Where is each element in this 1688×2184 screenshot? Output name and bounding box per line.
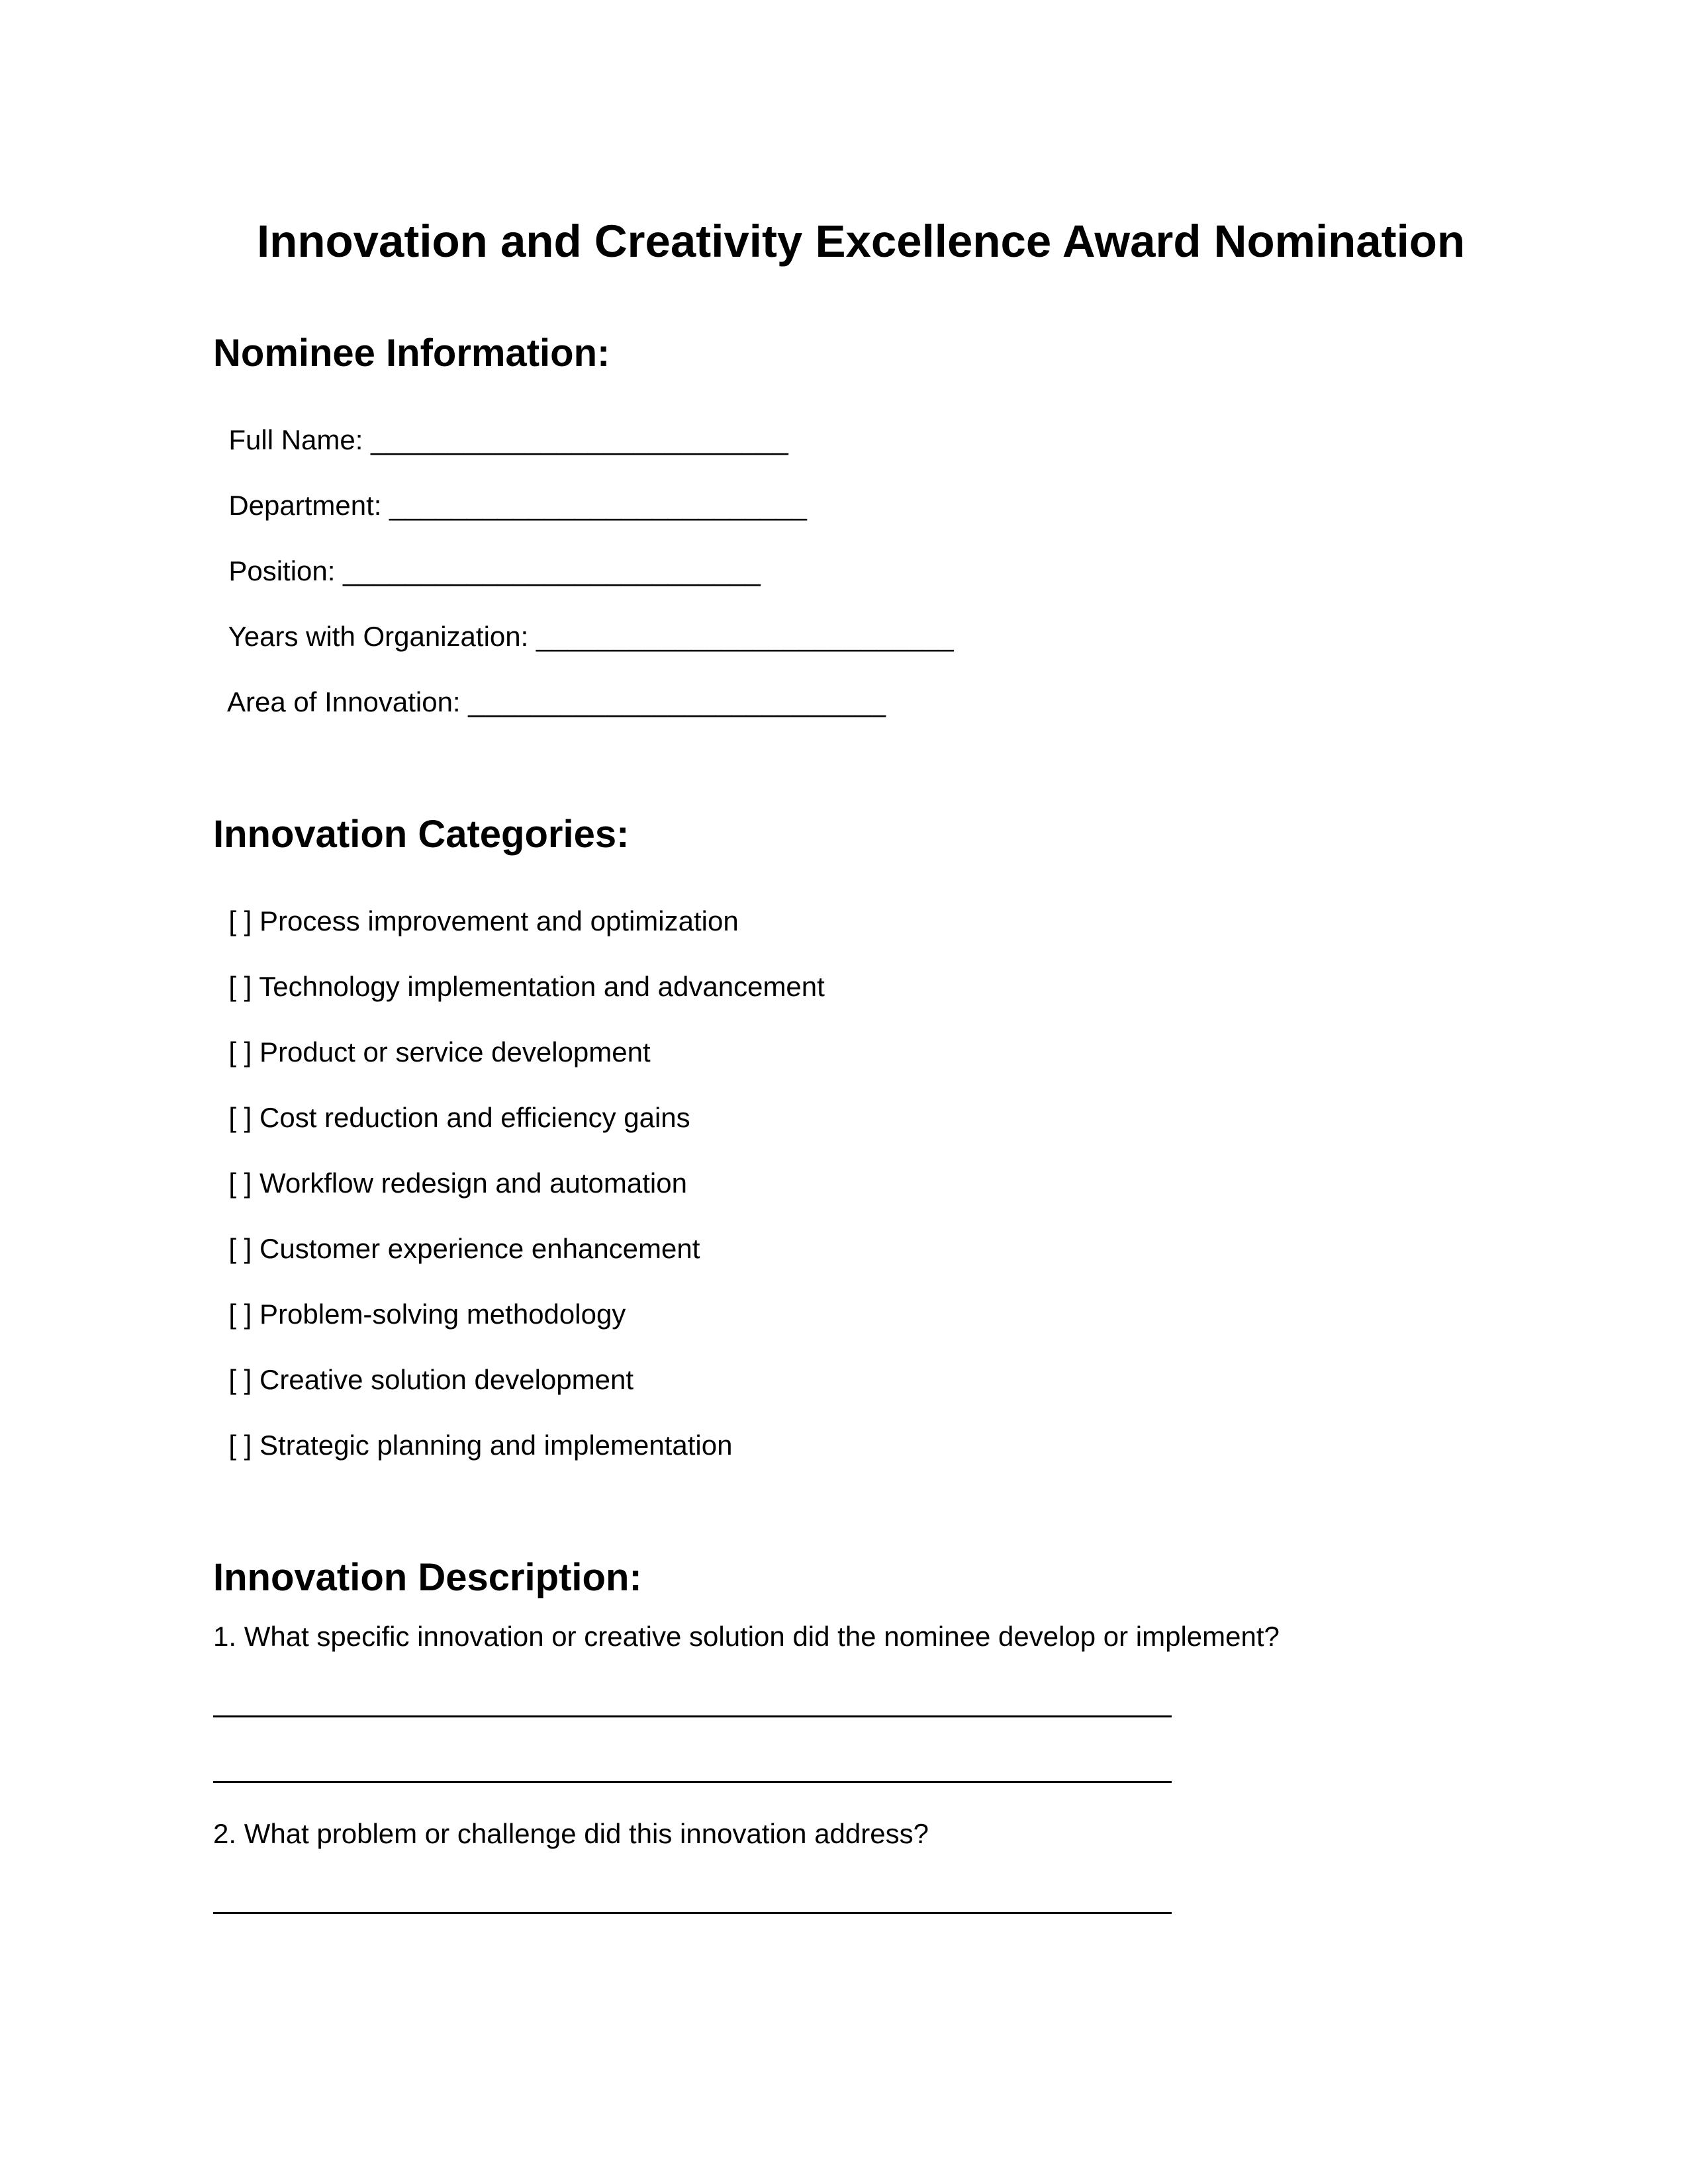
area-field[interactable] — [213, 660, 886, 716]
category-label: Technology implementation and advancement — [259, 971, 825, 1002]
position-field[interactable] — [213, 529, 761, 585]
category-label: Problem-solving methodology — [259, 1298, 626, 1330]
checkbox[interactable]: [ ] — [228, 1364, 252, 1395]
checkbox[interactable]: [ ] — [228, 1036, 252, 1068]
category-label: Creative solution development — [259, 1364, 634, 1395]
category-label: Customer experience enhancement — [259, 1233, 700, 1264]
checkbox[interactable]: [ ] — [228, 971, 252, 1002]
checkbox[interactable]: [ ] — [228, 1298, 252, 1330]
department-label: Department: — [228, 490, 382, 521]
category-item[interactable] — [213, 1338, 633, 1394]
full-name-blank[interactable]: ___________________________ — [371, 424, 788, 455]
checkbox[interactable]: [ ] — [228, 1102, 252, 1133]
department-blank[interactable]: ___________________________ — [389, 490, 807, 521]
category-item[interactable] — [213, 1404, 732, 1459]
full-name-field[interactable] — [213, 398, 788, 454]
years-field[interactable] — [213, 595, 954, 651]
position-blank[interactable]: ___________________________ — [343, 555, 761, 586]
area-blank[interactable]: ___________________________ — [468, 686, 886, 717]
category-label: Workflow redesign and automation — [259, 1167, 687, 1199]
category-label: Process improvement and optimization — [259, 905, 739, 936]
category-item[interactable] — [213, 1011, 651, 1066]
department-field[interactable] — [213, 464, 807, 520]
category-item[interactable] — [213, 1207, 700, 1263]
question-1: 1. What specific innovation or creative solution did the nominee develop or implement? — [213, 1621, 1280, 1652]
category-label: Product or service development — [259, 1036, 651, 1068]
question-2: 2. What problem or challenge did this innovation address? — [213, 1818, 929, 1849]
category-item[interactable] — [213, 1273, 626, 1328]
category-item[interactable] — [213, 880, 739, 935]
years-blank[interactable]: ___________________________ — [536, 621, 954, 652]
answer-line-2a[interactable] — [213, 1912, 1172, 1914]
category-label: Strategic planning and implementation — [259, 1430, 733, 1461]
checkbox[interactable]: [ ] — [228, 1233, 252, 1264]
answer-line-1b[interactable] — [213, 1781, 1172, 1783]
description-heading: Innovation Description: — [213, 1556, 642, 1599]
category-label: Cost reduction and efficiency gains — [259, 1102, 690, 1133]
answer-line-1a[interactable] — [213, 1715, 1172, 1717]
checkbox[interactable]: [ ] — [228, 1167, 252, 1199]
full-name-label: Full Name: — [228, 424, 363, 455]
nominee-info-heading: Nominee Information: — [213, 332, 610, 375]
category-item[interactable] — [213, 1142, 687, 1197]
position-label: Position: — [228, 555, 336, 586]
area-label: Area of Innovation: — [227, 686, 461, 717]
category-item[interactable] — [213, 1076, 690, 1132]
checkbox[interactable]: [ ] — [228, 905, 252, 936]
page-title: Innovation and Creativity Excellence Award Nomination — [257, 216, 1466, 267]
years-label: Years with Organization: — [228, 621, 529, 652]
checkbox[interactable]: [ ] — [228, 1430, 252, 1461]
category-item[interactable] — [213, 945, 825, 1001]
categories-heading: Innovation Categories: — [213, 813, 630, 856]
